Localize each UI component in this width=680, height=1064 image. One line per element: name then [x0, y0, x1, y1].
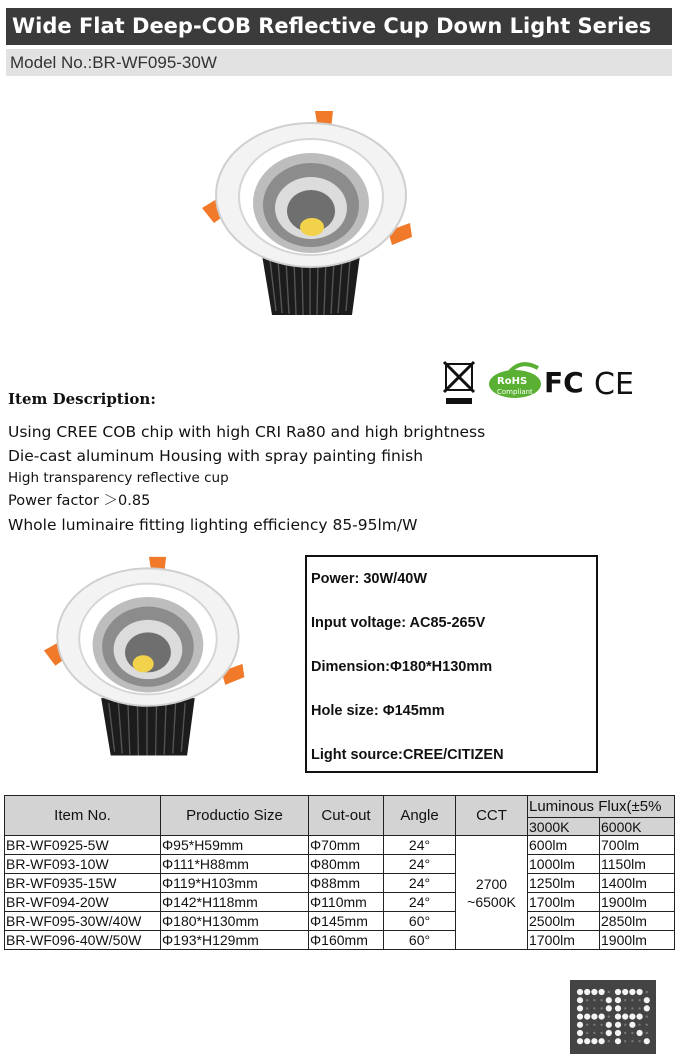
cell-item: BR-WF0935-15W — [5, 874, 161, 893]
cell-flux-6000: 1150lm — [600, 855, 675, 874]
cell-size: Φ193*H129mm — [161, 931, 309, 950]
spec-input-voltage: Input voltage: AC85-265V — [311, 615, 486, 631]
cell-flux-3000: 1000lm — [528, 855, 600, 874]
cell-flux-3000: 1700lm — [528, 893, 600, 912]
cell-flux-3000: 600lm — [528, 836, 600, 855]
product-image-small — [42, 555, 252, 765]
cell-angle: 24° — [384, 855, 456, 874]
description-list — [8, 420, 485, 537]
cell-angle: 24° — [384, 893, 456, 912]
fc-icon — [544, 366, 584, 399]
col-header-flux-3000: 3000K — [528, 818, 600, 836]
col-header-cct: CCT — [456, 796, 528, 836]
cell-flux-6000: 1900lm — [600, 931, 675, 950]
table-row — [5, 855, 675, 874]
col-header-cutout: Cut-out — [309, 796, 384, 836]
cct-value-line2: ~6500K — [467, 893, 516, 910]
model-number: Model No.:BR-WF095-30W — [6, 49, 672, 76]
cell-item: BR-WF095-30W/40W — [5, 912, 161, 931]
cell-flux-3000: 2500lm — [528, 912, 600, 931]
spec-dimension: Dimension:Φ180*H130mm — [311, 659, 493, 675]
cell-size: Φ119*H103mm — [161, 874, 309, 893]
cell-size: Φ180*H130mm — [161, 912, 309, 931]
description-line: Whole luminaire fitting lighting efficiency 85-95lm/W — [8, 516, 418, 534]
col-header-flux-6000: 6000K — [600, 818, 675, 836]
cell-angle: 24° — [384, 836, 456, 855]
svg-text:FC: FC — [544, 366, 584, 399]
col-header-flux: Luminous Flux(±5% — [528, 796, 675, 818]
description-line: High transparency reflective cup — [8, 470, 229, 486]
ce-icon — [594, 367, 634, 402]
cell-flux-3000: 1250lm — [528, 874, 600, 893]
cell-flux-3000: 1700lm — [528, 931, 600, 950]
cell-angle: 60° — [384, 912, 456, 931]
cell-cutout: Φ145mm — [309, 912, 384, 931]
cell-flux-6000: 1900lm — [600, 893, 675, 912]
cell-cct — [456, 836, 528, 950]
cell-flux-6000: 2850lm — [600, 912, 675, 931]
spec-power: Power: 30W/40W — [311, 571, 428, 587]
col-header-size: Productio Size — [161, 796, 309, 836]
description-line: Die-cast aluminum Housing with spray painting finish — [8, 447, 424, 465]
cell-size: Φ95*H59mm — [161, 836, 309, 855]
cell-angle: 60° — [384, 931, 456, 950]
certification-logos — [440, 360, 640, 410]
cell-item: BR-WF094-20W — [5, 893, 161, 912]
cell-item: BR-WF0925-5W — [5, 836, 161, 855]
spec-light-source: Light source:CREE/CITIZEN — [311, 747, 504, 763]
cell-item: BR-WF096-40W/50W — [5, 931, 161, 950]
table-row — [5, 836, 675, 855]
spec-summary-box — [305, 555, 598, 773]
br-logo — [570, 980, 656, 1054]
weee-icon — [444, 362, 474, 404]
cell-cutout: Φ80mm — [309, 855, 384, 874]
svg-text:Compliant: Compliant — [497, 388, 533, 396]
cell-cutout: Φ110mm — [309, 893, 384, 912]
svg-text:CE: CE — [594, 367, 634, 402]
product-spec-table — [4, 795, 675, 950]
col-header-item: Item No. — [5, 796, 161, 836]
table-row — [5, 931, 675, 950]
description-line: Using CREE COB chip with high CRI Ra80 and high brightness — [8, 423, 486, 441]
item-description-heading: Item Description: — [8, 390, 156, 408]
cell-angle: 24° — [384, 874, 456, 893]
cell-size: Φ142*H118mm — [161, 893, 309, 912]
cell-cutout: Φ70mm — [309, 836, 384, 855]
page-title: Wide Flat Deep-COB Reflective Cup Down Light Series — [6, 8, 672, 45]
cell-flux-6000: 700lm — [600, 836, 675, 855]
table-row — [5, 912, 675, 931]
cell-flux-6000: 1400lm — [600, 874, 675, 893]
cell-cutout: Φ88mm — [309, 874, 384, 893]
svg-text:RoHS: RoHS — [497, 376, 528, 387]
cell-item: BR-WF093-10W — [5, 855, 161, 874]
table-row — [5, 874, 675, 893]
table-row — [5, 893, 675, 912]
product-image-large — [200, 105, 420, 325]
rohs-icon — [489, 364, 541, 398]
spec-hole-size: Hole size: Φ145mm — [311, 703, 445, 719]
description-line: Power factor ＞0.85 — [8, 493, 151, 509]
col-header-angle: Angle — [384, 796, 456, 836]
cct-value-line1: 2700 — [475, 875, 508, 892]
cell-size: Φ111*H88mm — [161, 855, 309, 874]
cell-cutout: Φ160mm — [309, 931, 384, 950]
